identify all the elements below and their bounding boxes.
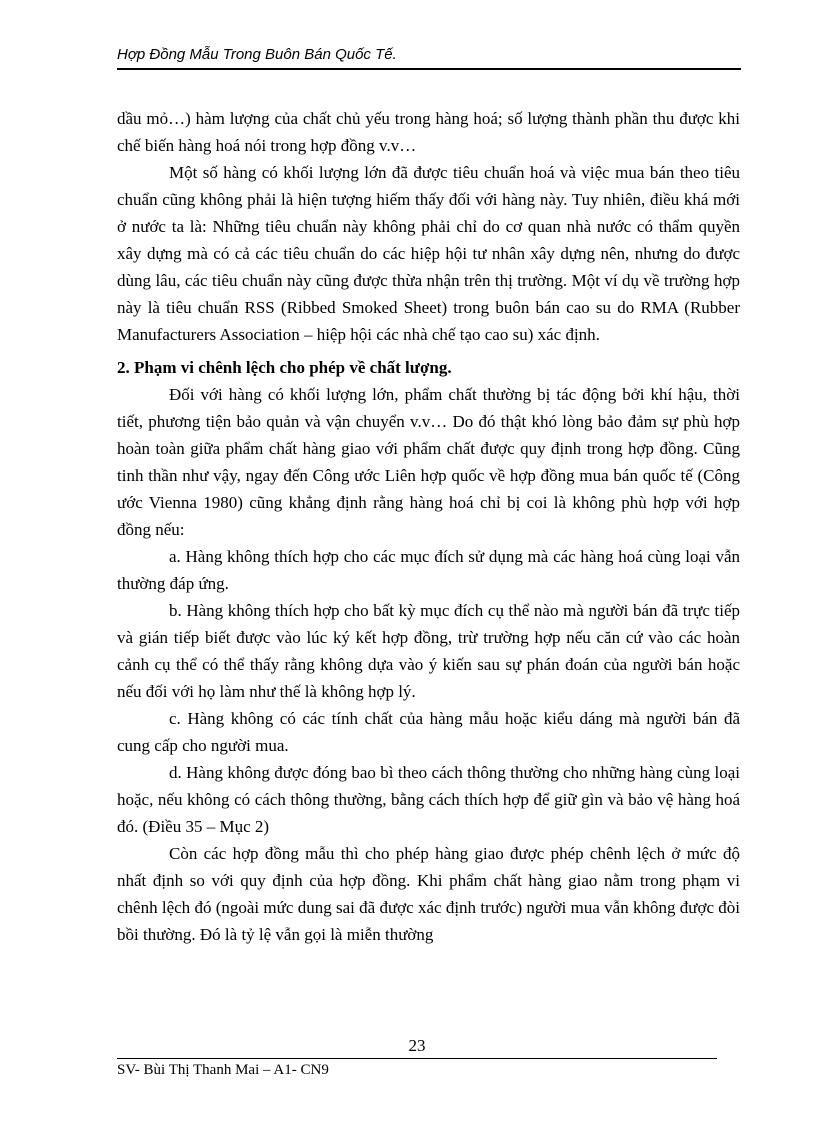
list-item-a: a. Hàng không thích hợp cho các mục đích sử dụng mà các hàng hoá cùng loại vẫn thường đáp ứng. — [117, 547, 740, 593]
document-body — [117, 105, 740, 948]
paragraph-quality-variance: Đối với hàng có khối lượng lớn, phẩm chất thường bị tác động bởi khí hậu, thời tiết, phương tiện bảo quản và vận chuyển v.v… Do đó thật khó lòng bảo đảm sự phù hợp hoàn toàn giữa phẩm chất hàng giao với phẩm chất được quy định trong hợp đồng. Cũng tinh thần như vậy, ngay đến Công ước Liên hợp quốc về hợp đồng mua bán quốc tế (Công ước Vienna 1980) cũng khẳng định rằng hàng hoá chỉ bị coi là không phù hợp với hợp đồng nếu: — [117, 385, 740, 539]
list-item-c: c. Hàng không có các tính chất của hàng mẫu hoặc kiểu dáng mà người bán đã cung cấp cho người mua. — [117, 709, 740, 755]
paragraph-model-contracts: Còn các hợp đồng mẫu thì cho phép hàng giao được phép chênh lệch ở mức độ nhất định so với quy định của hợp đồng. Khi phẩm chất hàng giao nằm trong phạm vi chênh lệch đó (ngoài mức dung sai đã được xác định trước) người mua vẫn không được đòi bồi thường. Đó là tỷ lệ vẫn gọi là miễn thường — [117, 844, 740, 944]
running-header: Hợp Đồng Mẫu Trong Buôn Bán Quốc Tế. — [117, 46, 397, 63]
footer-divider — [117, 1058, 717, 1059]
page-number: 23 — [408, 1036, 426, 1055]
paragraph-standards: Một số hàng có khối lượng lớn đã được tiêu chuẩn hoá và việc mua bán theo tiêu chuẩn cũng không phải là hiện tượng hiếm thấy đối với hàng này. Tuy nhiên, điều khá mới ở nước ta là: Những tiêu chuẩn này không phải chỉ do cơ quan nhà nước có thẩm quyền xây dựng mà có cả các tiêu chuẩn do các hiệp hội tư nhân xây dựng nên, nhưng do được dùng lâu, các tiêu chuẩn này cũng được thừa nhận trên thị trường. Một ví dụ về trường hợp này là tiêu chuẩn RSS (Ribbed Smoked Sheet) trong buôn bán cao su do RMA (Rubber Manufacturers Association – hiệp hội các nhà chế tạo cao su) xác định. — [117, 163, 740, 344]
section-heading: 2. Phạm vi chênh lệch cho phép về chất lượng. — [117, 358, 452, 377]
footer-author: SV- Bùi Thị Thanh Mai – A1- CN9 — [117, 1062, 329, 1078]
paragraph-continuation: dầu mỏ…) hàm lượng của chất chủ yếu trong hàng hoá; số lượng thành phần thu được khi chế biến hàng hoá nói trong hợp đồng v.v… — [117, 109, 740, 155]
header-divider — [117, 68, 741, 70]
list-item-b: b. Hàng không thích hợp cho bất kỳ mục đích cụ thể nào mà người bán đã trực tiếp và gián tiếp biết được vào lúc ký kết hợp đồng, trừ trường hợp nếu căn cứ vào các hoàn cảnh cụ thể có thể thấy rằng không dựa vào ý kiến sau sự phán đoán của người bán hoặc nếu đối với họ làm như thế là không hợp lý. — [117, 601, 740, 701]
list-item-d: d. Hàng không được đóng bao bì theo cách thông thường cho những hàng cùng loại hoặc, nếu không có cách thông thường, bằng cách thích hợp để giữ gìn và bảo vệ hàng hoá đó. (Điều 35 – Mục 2) — [117, 763, 740, 836]
